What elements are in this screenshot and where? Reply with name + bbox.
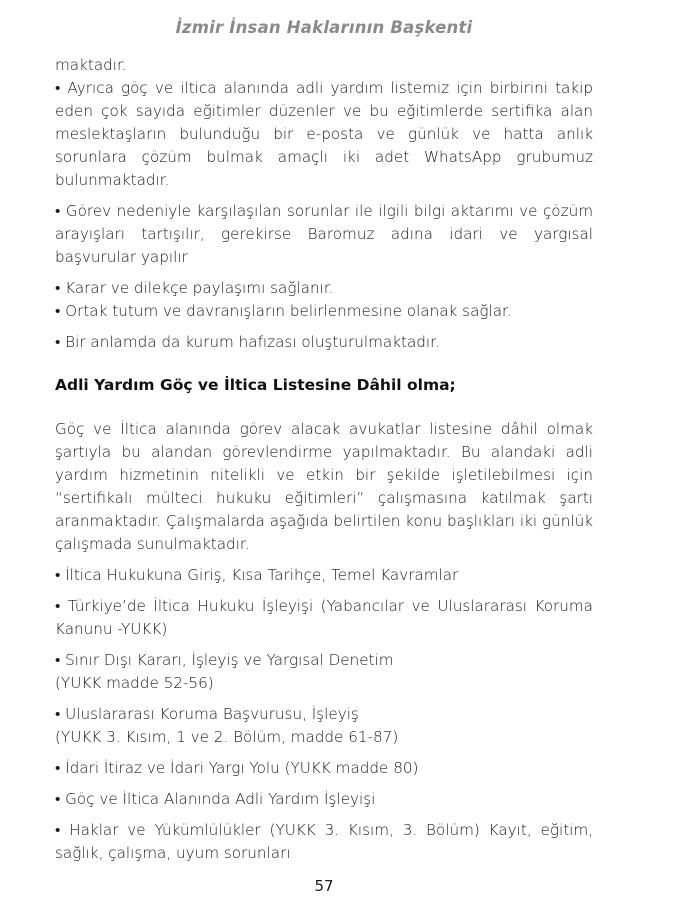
topic-item — [55, 788, 593, 811]
topic-subtext: (YUKK madde 52-56) — [55, 674, 214, 692]
topic-text: Göç ve İltica Alanında Adli Yardım İşleyişi — [65, 790, 376, 808]
topic-item — [55, 819, 593, 865]
topic-subtext: (YUKK 3. Kısım, 1 ve 2. Bölüm, madde 61-87) — [55, 728, 399, 746]
page-content — [55, 54, 593, 873]
topic-text: Uluslararası Koruma Başvurusu, İşleyiş — [65, 705, 359, 723]
continuation-text: maktadır. — [55, 56, 127, 74]
section-heading: Adli Yardım Göç ve İltica Listesine Dâhil olma; — [55, 376, 456, 394]
topic-text: İltica Hukukuna Giriş, Kısa Tarihçe, Temel Kavramlar — [65, 566, 459, 584]
page-number: 57 — [314, 877, 334, 895]
topic-item — [55, 703, 593, 749]
section-paragraph: Göç ve İltica alanında görev alacak avukatlar listesine dâhil olmak şartıyla bu alandan görevlendirme yapılmaktadır. Bu alandaki adli yardım hizmetinin nitelikli ve etkin bir şekilde işletilebilmesi için “sertifikalı mülteci hukuku eğitimleri” çalışmasına katılmak şartı aranmaktadır. Çalışmalarda aşağıda belirtilen konu başlıkları iki günlük çalışmada sunulmaktadır. — [55, 420, 593, 553]
topic-item — [55, 595, 593, 641]
bullet-item: • Karar ve dilekçe paylaşımı sağlanır. — [55, 277, 593, 300]
topic-item — [55, 757, 593, 780]
topic-text: Sınır Dışı Kararı, İşleyiş ve Yargısal Denetim — [65, 651, 394, 669]
topic-text: İdari İtiraz ve İdari Yargı Yolu (YUKK madde 80) — [65, 759, 419, 777]
topic-text: Haklar ve Yükümlülükler (YUKK 3. Kısım, 3. Bölüm) Kayıt, eğitim, sağlık, çalışma, uyum sorunları — [55, 821, 593, 862]
bullet-item: • Görev nedeniyle karşılaşılan sorunlar ile ilgili bilgi aktarımı ve çözüm arayışları tartışılır, gerekirse Baromuz adına idari ve yargısal başvurular yapılır — [55, 200, 593, 269]
bullet-item: • Bir anlamda da kurum hafızası oluşturulmaktadır. — [55, 331, 593, 354]
topic-text: Türkiye’de İltica Hukuku İşleyişi (Yabancılar ve Uluslararası Koruma Kanunu -YUKK) — [55, 597, 593, 638]
topic-item — [55, 564, 593, 587]
document-page — [55, 0, 593, 917]
bullet-item: • Ortak tutum ve davranışların belirlenmesine olanak sağlar. — [55, 300, 593, 323]
topic-item — [55, 649, 593, 695]
bullet-item: • Ayrıca göç ve iltica alanında adli yardım listemiz için birbirini takip eden çok sayıda eğitimler düzenler ve bu eğitimlerde sertifika alan meslektaşların bulunduğu bir e-posta ve günlük ve hatta anlık sorunlara çözüm bulmak amaçlı iki adet WhatsApp grubumuz bulunmaktadır. — [55, 77, 593, 192]
running-header: İzmir İnsan Haklarının Başkenti — [175, 18, 473, 37]
